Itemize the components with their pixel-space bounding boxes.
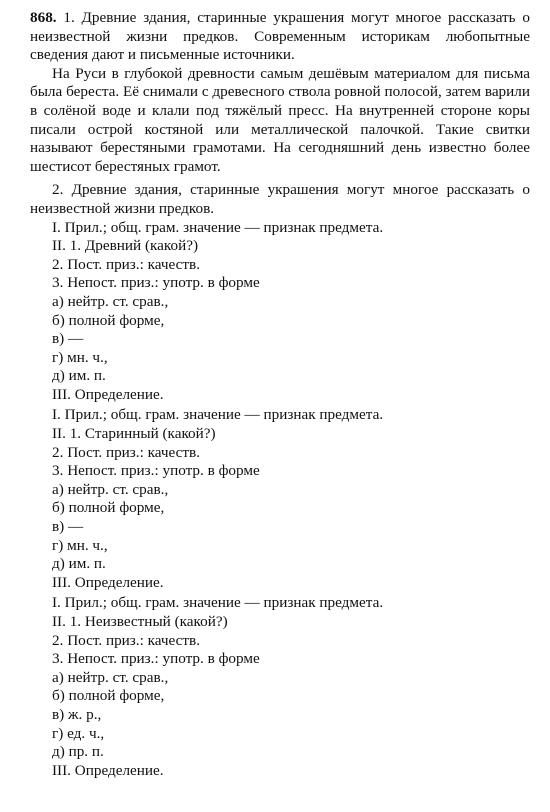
analysis-line: б) полной форме,: [52, 687, 165, 705]
analysis-line: а) нейтр. ст. срав.,: [52, 480, 169, 498]
analysis-line: д) пр. п.: [52, 743, 104, 761]
analysis-line: а) нейтр. ст. срав.,: [52, 668, 169, 686]
analysis-line: III. Определение.: [52, 761, 164, 779]
analysis-line: II. 1. Старинный (какой?): [52, 425, 216, 443]
analysis-line: II. 1. Древний (какой?): [52, 237, 199, 255]
analysis-line: д) им. п.: [52, 367, 106, 385]
analysis-line: I. Прил.; общ. грам. значение — признак предмета.: [52, 218, 384, 236]
analysis-line: 2. Пост. приз.: качеств.: [52, 443, 201, 461]
part1-paragraph-1: [30, 9, 530, 65]
analysis-group-1: [30, 219, 530, 405]
analysis-line: в) —: [52, 518, 84, 536]
analysis-line: I. Прил.; общ. грам. значение — признак предмета.: [52, 594, 384, 612]
analysis-line: 3. Непост. приз.: употр. в форме: [52, 274, 260, 292]
analysis-line: III. Определение.: [52, 385, 164, 403]
analysis-line: III. Определение.: [52, 573, 164, 591]
analysis-line: II. 1. Неизвестный (какой?): [52, 613, 228, 630]
part1-paragraph-1-text: 1. Древние здания, старинные украшения могут многое рассказать о неизвестной жизни предков. Современным историкам любопытные сведения дают и письменные источники.: [30, 9, 530, 64]
exercise-number: 868.: [30, 9, 57, 26]
analysis-line: 2. Пост. приз.: качеств.: [52, 255, 201, 273]
analysis-line: д) им. п.: [52, 555, 106, 573]
analysis-group-2: [30, 406, 530, 592]
textbook-page: [30, 9, 530, 780]
analysis-line: в) —: [52, 330, 84, 348]
analysis-line: в) ж. р.,: [52, 705, 102, 723]
analysis-group-3: [30, 594, 530, 780]
analysis-line: г) мн. ч.,: [52, 536, 108, 554]
part1-paragraph-2: На Руси в глубокой древности самым дешёвым материалом для письма была береста. Её снимали с древесного ствола ровной полосой, затем варили в солёной воде и клали под тяжёлый пресс. На внутренней стороне коры писали острой костяной или металлической палочкой. Такие свитки называют берестяными грамотами. На сегодняшний день известно более шестисот берестяных грамот.: [30, 64, 530, 175]
part2-intro: 2. Древние здания, старинные украшения могут многое рассказать о неизвестной жизни предков.: [30, 181, 530, 217]
analysis-line: 3. Непост. приз.: употр. в форме: [52, 650, 260, 668]
analysis-line: 2. Пост. приз.: качеств.: [52, 631, 201, 649]
analysis-line: б) полной форме,: [52, 499, 165, 517]
analysis-line: г) мн. ч.,: [52, 348, 108, 366]
analysis-line: I. Прил.; общ. грам. значение — признак предмета.: [52, 406, 384, 424]
analysis-line: а) нейтр. ст. срав.,: [52, 292, 169, 310]
analysis-line: б) полной форме,: [52, 311, 165, 329]
analysis-line: 3. Непост. приз.: употр. в форме: [52, 462, 260, 480]
analysis-line: г) ед. ч.,: [52, 724, 105, 742]
